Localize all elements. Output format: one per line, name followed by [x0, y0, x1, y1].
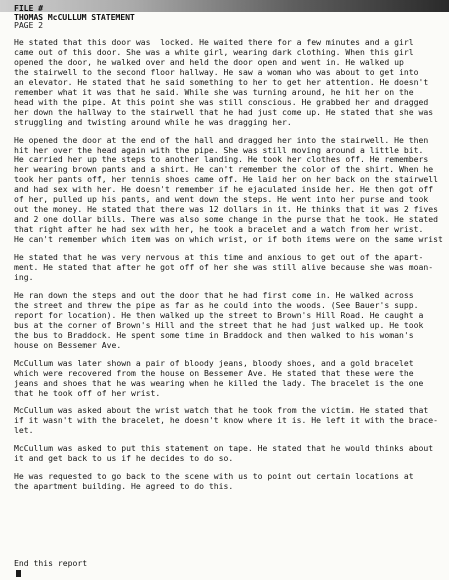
text-line: McCullum was later shown a pair of bloody jeans, bloody shoes, and a gold bracelet: [14, 357, 414, 368]
text-line: McCullum was asked to put this statement on tape. He stated that he would thinks about: [14, 443, 434, 454]
document-header: [14, 4, 135, 30]
text-line: McCullum was asked about the wrist watch that he took from the victim. He stated that: [14, 405, 429, 416]
text-line: ing.: [14, 271, 34, 282]
text-line: that right after he had sex with her, he took a bracelet and a watch from her wrist.: [14, 224, 424, 235]
text-line: He stated that he was very nervous at this time and anxious to get out of the apart-: [14, 252, 424, 263]
typewriter-mark: [16, 570, 21, 577]
statement-title: THOMAS McCULLUM STATEMENT: [14, 11, 135, 22]
end-of-report: End this report: [14, 558, 88, 568]
text-line: that he took off of her wrist.: [14, 387, 161, 398]
text-line: head with the pipe. At this point she was still conscious. He grabbed her and dragged: [14, 96, 429, 107]
paragraph: [14, 406, 444, 436]
text-line: and 2 one dollar bills. There was also some change in the purse that he took. He stated: [14, 214, 438, 225]
text-line: the bus to Braddock. He spent some time in Braddock and then walked to his woman's: [14, 329, 414, 340]
text-line: the street and threw the pipe as far as he could into the woods. (See Bauer's supp.: [14, 299, 419, 310]
text-line: the stairwell to the second floor hallway. He saw a woman who was about to get into: [14, 66, 419, 77]
text-line: if it wasn't with the bracelet, he doesn't know where it is. He left it with the brace-: [14, 415, 438, 426]
text-line: He ran down the steps and out the door that he had first come in. He walked across: [14, 289, 414, 300]
text-line: it and get back to us if he decides to do so.: [14, 453, 234, 464]
paragraph: [14, 472, 444, 492]
paragraph: [14, 136, 444, 245]
page-number: PAGE 2: [14, 20, 43, 31]
text-line: of her, pulled up his pants, and went down the steps. He went into her purse and took: [14, 194, 429, 205]
text-line: He carried her up the steps to another landing. He took her clothes off. He remembers: [14, 154, 429, 165]
paragraph: [14, 359, 444, 399]
text-line: out the money. He stated that there was 12 dollars in it. He thinks that it was 2 fives: [14, 204, 438, 215]
text-line: her wearing brown pants and a shirt. He can't remember the color of the shirt. When he: [14, 164, 434, 175]
text-line: let.: [14, 425, 34, 436]
text-line: bus at the corner of Brown's Hill and the street that he had just walked up. He took: [14, 319, 424, 330]
file-number-label: FILE #: [14, 3, 43, 13]
text-line: took her pants off, her tennis shoes came off. He laid her on her back on the stairwell: [14, 174, 438, 185]
text-line: He opened the door at the end of the hall and dragged her into the stairwell. He then: [14, 134, 429, 145]
paragraph: [14, 291, 444, 351]
text-line: house on Bessemer Ave.: [14, 339, 122, 350]
text-line: ment. He stated that after he got off of her she was still alive because she was moan-: [14, 262, 434, 273]
text-line: which were recovered from the house on Bessemer Ave. He stated that these were the: [14, 367, 414, 378]
paragraph: [14, 444, 444, 464]
statement-body: [14, 38, 444, 500]
text-line: remember what it was that he said. While she was turning around, he hit her on the: [14, 86, 414, 97]
text-line: report for location). He then walked up the street to Brown's Hill Road. He caught a: [14, 309, 424, 320]
text-line: the apartment building. He agreed to do this.: [14, 481, 234, 492]
text-line: came out of this door. She was a white girl, wearing dark clothing. When this girl: [14, 46, 414, 57]
text-line: and had sex with her. He doesn't remember if he ejaculated inside her. He then got off: [14, 184, 434, 195]
text-line: her down the hallway to the stairwell that he had just come up. He stated that she was: [14, 106, 434, 117]
paragraph: [14, 253, 444, 283]
text-line: He can't remember which item was on which wrist, or if both items were on the same wrist: [14, 234, 443, 245]
text-line: an elevator. He stated that he said something to her to get her attention. He doesn't: [14, 76, 429, 87]
text-line: opened the door, he walked over and held the door open and went in. He walked up: [14, 56, 404, 67]
text-line: hit her over the head again with the pipe. She was still moving around a little bit.: [14, 144, 424, 155]
text-line: jeans and shoes that he was wearing when he killed the lady. The bracelet is the one: [14, 377, 424, 388]
text-line: He stated that this door was locked. He waited there for a few minutes and a girl: [14, 37, 414, 47]
text-line: He was requested to go back to the scene with us to point out certain locations at: [14, 471, 414, 482]
text-line: struggling and twisting around while he was dragging her.: [14, 116, 292, 127]
paragraph: [14, 38, 444, 128]
